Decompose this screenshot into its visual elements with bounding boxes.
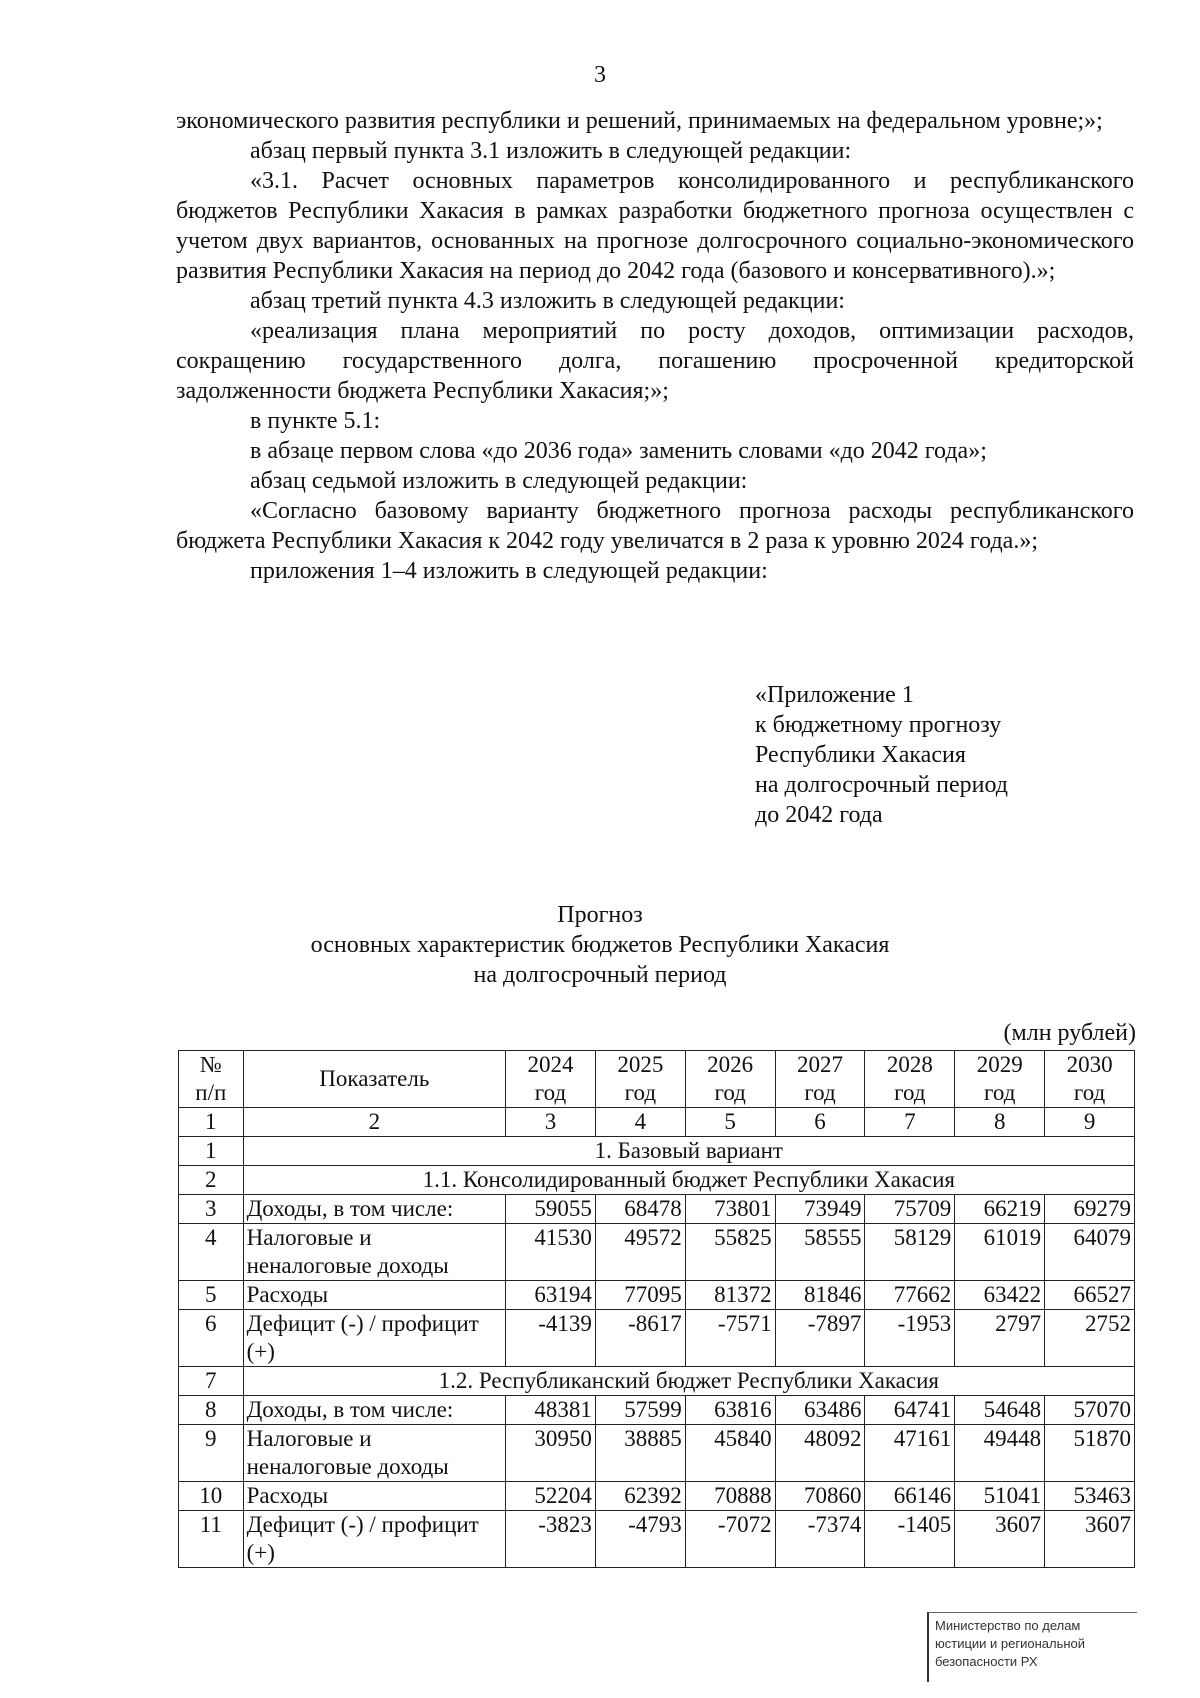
year-text: 2025 (617, 1052, 664, 1077)
row-number: 3 (179, 1195, 244, 1224)
col-header-year (955, 1051, 1045, 1108)
value-cell: 53463 (1045, 1482, 1135, 1511)
value-cell: 70860 (775, 1482, 865, 1511)
stamp-line: юстиции и региональной (935, 1636, 1086, 1651)
col-header-year (506, 1051, 596, 1108)
page-number: 3 (594, 62, 606, 88)
value-cell: -1953 (865, 1310, 955, 1367)
ministry-stamp (927, 1612, 1137, 1682)
paragraph: приложения 1–4 изложить в следующей редакции: (250, 558, 768, 584)
value-cell: 63422 (955, 1281, 1045, 1310)
column-number: 5 (685, 1108, 775, 1137)
col-header-number (179, 1051, 244, 1108)
year-text: 2030 (1066, 1052, 1113, 1077)
row-number: 6 (179, 1310, 244, 1367)
value-cell: -1405 (865, 1511, 955, 1568)
row-number: 4 (179, 1224, 244, 1281)
value-cell: 59055 (506, 1195, 596, 1224)
year-suffix: год (714, 1080, 746, 1105)
value-cell: 77095 (595, 1281, 685, 1310)
indicator-label: Расходы (243, 1281, 505, 1310)
year-text: 2026 (707, 1052, 754, 1077)
column-number: 8 (955, 1108, 1045, 1137)
paragraph: абзац первый пункта 3.1 изложить в следующей редакции: (250, 138, 852, 164)
value-cell: 63486 (775, 1396, 865, 1425)
col-header-year (1045, 1051, 1135, 1108)
column-number: 4 (595, 1108, 685, 1137)
value-cell: 48381 (506, 1396, 596, 1425)
col-header-year (595, 1051, 685, 1108)
value-cell: 57070 (1045, 1396, 1135, 1425)
stamp-line: безопасности РХ (935, 1654, 1038, 1669)
value-cell: 41530 (506, 1224, 596, 1281)
value-cell: -3823 (506, 1511, 596, 1568)
value-cell: 69279 (1045, 1195, 1135, 1224)
table-row (179, 1511, 1135, 1568)
year-text: 2029 (976, 1052, 1023, 1077)
value-cell: 47161 (865, 1425, 955, 1482)
value-cell: 75709 (865, 1195, 955, 1224)
paragraph: в пункте 5.1: (250, 408, 381, 434)
value-cell: 58129 (865, 1224, 955, 1281)
table-row (179, 1310, 1135, 1367)
value-cell: 73801 (685, 1195, 775, 1224)
value-cell: 49448 (955, 1425, 1045, 1482)
appendix-line: «Приложение 1 (755, 682, 914, 708)
paragraph: в абзаце первом слова «до 2036 года» заменить словами «до 2042 года»; (250, 438, 987, 464)
indicator-label: Дефицит (-) / профицит (+) (243, 1511, 505, 1568)
value-cell: 70888 (685, 1482, 775, 1511)
appendix-header (755, 680, 1008, 830)
indicator-label: Расходы (243, 1482, 505, 1511)
row-number: 10 (179, 1482, 244, 1511)
value-cell: 3607 (955, 1511, 1045, 1568)
value-cell: -4139 (506, 1310, 596, 1367)
value-cell: -7571 (685, 1310, 775, 1367)
section-row (179, 1137, 1135, 1166)
budget-forecast-table (178, 1050, 1135, 1568)
section-row (179, 1367, 1135, 1396)
row-number: 5 (179, 1281, 244, 1310)
value-cell: 77662 (865, 1281, 955, 1310)
title-line: основных характеристик бюджетов Республики Хакасия (310, 932, 890, 958)
section-heading: 1.2. Республиканский бюджет Республики Хакасия (243, 1367, 1134, 1396)
value-cell: 45840 (685, 1425, 775, 1482)
table-body (179, 1137, 1135, 1568)
value-cell: 38885 (595, 1425, 685, 1482)
paragraph: экономического развития республики и решений, принимаемых на федеральном уровне;»; (176, 108, 1103, 134)
row-number: 2 (179, 1166, 244, 1195)
column-number: 1 (179, 1108, 244, 1137)
value-cell: -7374 (775, 1511, 865, 1568)
value-cell: -8617 (595, 1310, 685, 1367)
year-suffix: год (984, 1080, 1016, 1105)
value-cell: 63816 (685, 1396, 775, 1425)
row-number: 7 (179, 1367, 244, 1396)
indicator-label: Налоговые и неналоговые доходы (243, 1224, 505, 1281)
value-cell: 66219 (955, 1195, 1045, 1224)
value-cell: 30950 (506, 1425, 596, 1482)
value-cell: 51041 (955, 1482, 1045, 1511)
table-row (179, 1224, 1135, 1281)
row-number: 11 (179, 1511, 244, 1568)
value-cell: -7897 (775, 1310, 865, 1367)
paragraph: абзац седьмой изложить в следующей редакции: (250, 468, 748, 494)
value-cell: 3607 (1045, 1511, 1135, 1568)
table-row (179, 1281, 1135, 1310)
value-cell: 54648 (955, 1396, 1045, 1425)
year-suffix: год (804, 1080, 836, 1105)
section-heading: 1. Базовый вариант (243, 1137, 1134, 1166)
column-number: 2 (243, 1108, 505, 1137)
value-cell: -7072 (685, 1511, 775, 1568)
paragraph: абзац третий пункта 4.3 изложить в следующей редакции: (250, 288, 845, 314)
column-number: 9 (1045, 1108, 1135, 1137)
value-cell: 63194 (506, 1281, 596, 1310)
value-cell: 58555 (775, 1224, 865, 1281)
year-suffix: год (894, 1080, 926, 1105)
indicator-label: Дефицит (-) / профицит (+) (243, 1310, 505, 1367)
appendix-line: до 2042 года (755, 802, 883, 828)
value-cell: 66527 (1045, 1281, 1135, 1310)
value-cell: 66146 (865, 1482, 955, 1511)
value-cell: 73949 (775, 1195, 865, 1224)
value-cell: 64079 (1045, 1224, 1135, 1281)
col-header-year (775, 1051, 865, 1108)
year-suffix: год (624, 1080, 657, 1105)
paragraph: «3.1. Расчет основных параметров консолидированного и республиканского бюджетов Республики Хакасия в рамках разработки бюджетного прогноза осуществлен с учетом двух вариантов, основанных на прогнозе долгосрочного социально-экономического развития Республики Хакасия на период до 2042 года (базового и консервативного).»; (176, 168, 1134, 284)
header-text: п/п (195, 1080, 227, 1105)
value-cell: 81846 (775, 1281, 865, 1310)
value-cell: 68478 (595, 1195, 685, 1224)
title-line: Прогноз (557, 902, 643, 928)
header-text: № (199, 1052, 222, 1077)
year-text: 2024 (527, 1052, 574, 1077)
row-number: 9 (179, 1425, 244, 1482)
appendix-line: на долгосрочный период (755, 772, 1008, 798)
stamp-line: Министерство по делам (935, 1618, 1081, 1633)
document-body (176, 106, 1134, 586)
table-title (0, 900, 1200, 990)
paragraph: «Согласно базовому варианту бюджетного прогноза расходы республиканского бюджета Республики Хакасия к 2042 году увеличатся в 2 раза к уровню 2024 года.»; (176, 498, 1134, 554)
column-number: 3 (506, 1108, 596, 1137)
table-row (179, 1396, 1135, 1425)
col-header-indicator: Показатель (243, 1051, 505, 1108)
title-line: на долгосрочный период (473, 962, 727, 988)
value-cell: -4793 (595, 1511, 685, 1568)
value-cell: 2797 (955, 1310, 1045, 1367)
value-cell: 55825 (685, 1224, 775, 1281)
year-suffix: год (534, 1080, 567, 1105)
indicator-label: Доходы, в том числе: (243, 1195, 505, 1224)
units-label: (млн рублей) (1003, 1020, 1136, 1046)
table-row (179, 1482, 1135, 1511)
value-cell: 48092 (775, 1425, 865, 1482)
column-number: 6 (775, 1108, 865, 1137)
year-text: 2028 (886, 1052, 933, 1077)
paragraph: «реализация плана мероприятий по росту доходов, оптимизации расходов, сокращению государственного долга, погашению просроченной кредиторской задолженности бюджета Республики Хакасия;»; (176, 318, 1134, 404)
appendix-line: к бюджетному прогнозу (755, 712, 1002, 738)
value-cell: 64741 (865, 1396, 955, 1425)
col-header-year (865, 1051, 955, 1108)
section-row (179, 1166, 1135, 1195)
section-heading: 1.1. Консолидированный бюджет Республики Хакасия (243, 1166, 1134, 1195)
value-cell: 2752 (1045, 1310, 1135, 1367)
header-row (179, 1051, 1135, 1108)
value-cell: 81372 (685, 1281, 775, 1310)
indicator-label: Налоговые и неналоговые доходы (243, 1425, 505, 1482)
row-number: 1 (179, 1137, 244, 1166)
col-header-year (685, 1051, 775, 1108)
value-cell: 52204 (506, 1482, 596, 1511)
value-cell: 62392 (595, 1482, 685, 1511)
table-row (179, 1425, 1135, 1482)
row-number: 8 (179, 1396, 244, 1425)
value-cell: 49572 (595, 1224, 685, 1281)
table-row (179, 1195, 1135, 1224)
value-cell: 51870 (1045, 1425, 1135, 1482)
value-cell: 57599 (595, 1396, 685, 1425)
year-text: 2027 (797, 1052, 844, 1077)
appendix-line: Республики Хакасия (755, 742, 966, 768)
column-number: 7 (865, 1108, 955, 1137)
column-number-row (179, 1108, 1135, 1137)
indicator-label: Доходы, в том числе: (243, 1396, 505, 1425)
value-cell: 61019 (955, 1224, 1045, 1281)
year-suffix: год (1073, 1080, 1106, 1105)
